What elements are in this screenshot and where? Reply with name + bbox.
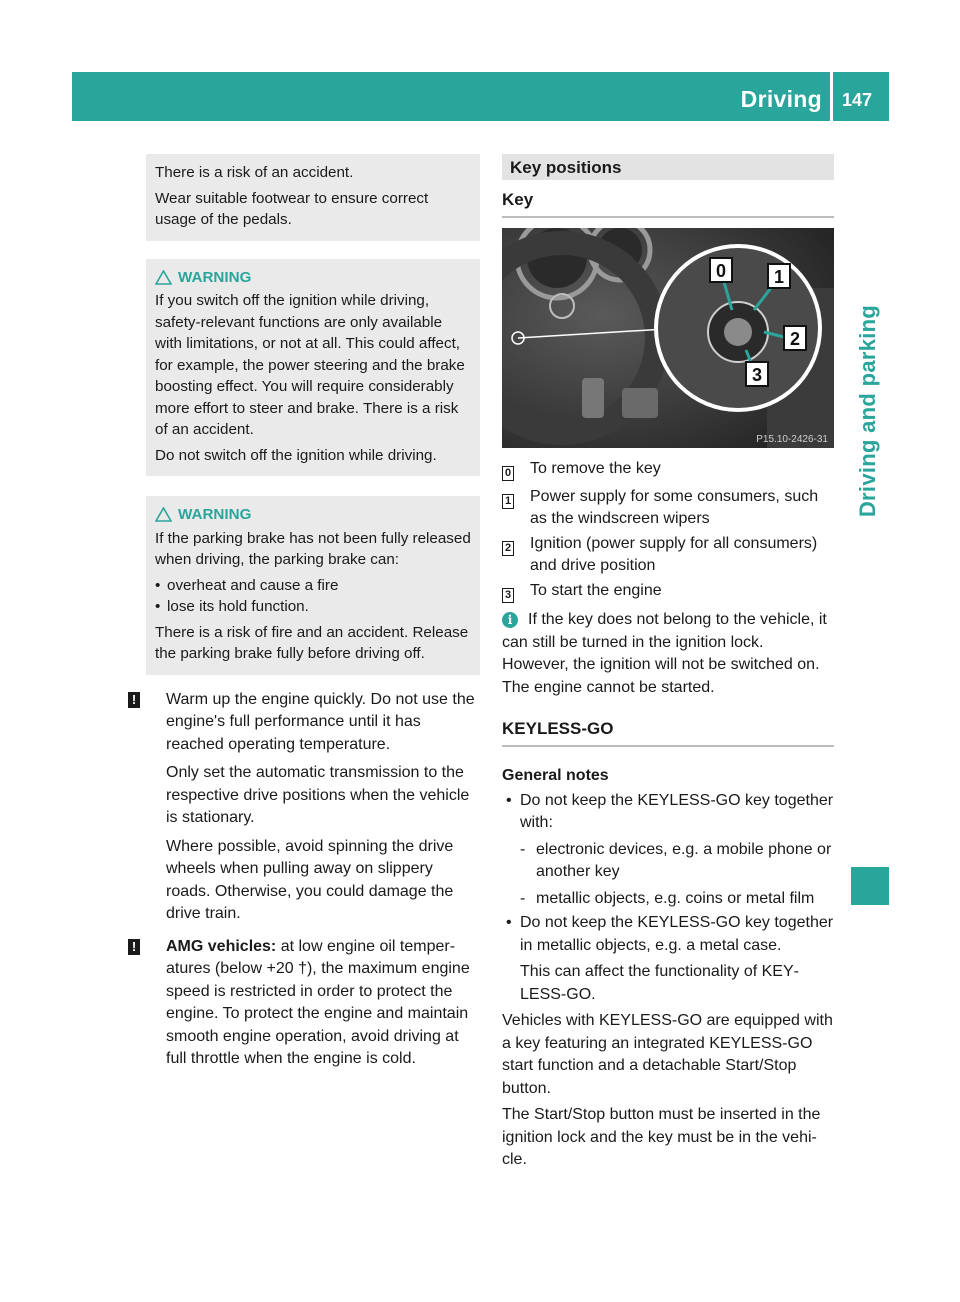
general-notes-heading: General notes bbox=[502, 767, 609, 784]
paragraph-start-stop: The Start/Stop button must be inserted in the ignition lock and the key must be in the vehicle. bbox=[502, 1106, 821, 1168]
key-position-item: 3 To start the engine bbox=[502, 580, 834, 605]
notice-list bbox=[131, 689, 480, 1071]
key-position-item: 0 To remove the key bbox=[502, 458, 834, 483]
warning-triangle-icon bbox=[155, 507, 172, 522]
position-number: 2 bbox=[502, 541, 514, 556]
section-title: Driving bbox=[740, 86, 822, 112]
position-number: 1 bbox=[502, 494, 514, 509]
header-divider bbox=[830, 72, 833, 121]
ignition-lock-illustration bbox=[502, 228, 834, 448]
key-position-item: 1 Power supply for some consumers, such as the windscreen wipers bbox=[502, 486, 834, 530]
warning-intro: If the parking brake has not been fully released when driving, the parking brake can: bbox=[155, 529, 471, 568]
keyless-go-section bbox=[502, 765, 834, 1172]
warning-text: If you switch off the ignition while driving, safety-relevant functions are only available with limitations, or not at all. This could affect, for example, the power steering and the brake boosting effect. You will require considerably more effort to steer and brake. There is a risk of an accident. bbox=[155, 292, 465, 438]
warning-heading bbox=[155, 504, 472, 526]
dash-item: - electronic devices, e.g. a mobile phone or another key bbox=[520, 840, 832, 880]
bullet-item: • overheat and cause a fire bbox=[155, 575, 472, 597]
caution-line-2: Wear suitable footwear to ensure correct usage of the pedals. bbox=[155, 189, 429, 228]
warning-action: Do not switch off the ignition while driving. bbox=[155, 446, 437, 464]
key-heading: Key bbox=[502, 180, 834, 218]
info-icon: i bbox=[502, 612, 518, 628]
bullet-icon: • bbox=[506, 914, 512, 931]
bullet-item: • Do not keep the KEYLESS-GO key together with: bbox=[502, 790, 834, 835]
warning-triangle-icon bbox=[155, 270, 172, 285]
position-label-2 bbox=[784, 326, 806, 350]
svg-text:2: 2 bbox=[789, 329, 801, 349]
bullet-icon: • bbox=[155, 598, 161, 615]
svg-text:1: 1 bbox=[773, 267, 785, 287]
page-number: 147 bbox=[842, 90, 873, 110]
exclamation-icon: ! bbox=[128, 692, 140, 708]
side-tab-label: Driving and parking bbox=[855, 304, 880, 518]
key-position-item: 2 Ignition (power supply for all consumers) and drive position bbox=[502, 533, 834, 577]
warning-title: WARNING bbox=[178, 506, 252, 523]
warning-title: WARNING bbox=[178, 268, 252, 286]
svg-text:3: 3 bbox=[751, 365, 763, 385]
info-note: i If the key does not belong to the vehicle, it can still be turned in the ignition lock. However, the ignition will not be switched on. The engine cannot be started. bbox=[502, 611, 827, 696]
warning-heading bbox=[155, 267, 472, 289]
side-tab-marker bbox=[851, 867, 889, 905]
position-label-0 bbox=[710, 258, 732, 282]
position-label-1 bbox=[768, 264, 790, 288]
caution-line-1: There is a risk of an accident. bbox=[155, 164, 354, 181]
paragraph-keyless-equipment: Vehicles with KEYLESS-GO are equipped with a key featuring an integrated KEYLESS-GO start function and a detachable Start/Stop button. bbox=[502, 1012, 833, 1097]
dashboard-image bbox=[502, 228, 834, 448]
svg-text:0: 0 bbox=[715, 261, 727, 281]
image-code: P15.10-2426-31 bbox=[756, 434, 828, 445]
left-column bbox=[131, 154, 480, 1081]
bullet-icon: • bbox=[155, 576, 161, 594]
warning-outro: There is a risk of fire and an accident. Release the parking brake fully before driving off. bbox=[155, 623, 469, 662]
bullet-item: • lose its hold function. bbox=[155, 596, 472, 618]
notice-engine-warmup: ! Warm up the engine quickly. Do not use the engine's full performance until it has reached operating temperature. Only set the automatic transmission to the respective drive positions when the vehicle is stationary. Where possible, avoid spinning the drive wheels when pulling away on slippery roads. Otherwise, you could damage the drive train. bbox=[146, 689, 480, 926]
position-label-3 bbox=[746, 362, 768, 386]
caution-box bbox=[146, 154, 480, 241]
bullet-item: • Do not keep the KEYLESS-GO key together in metallic objects, e.g. a metal case. bbox=[502, 912, 834, 957]
warning-box-ignition bbox=[146, 259, 480, 477]
notice-amg-vehicles: ! AMG vehicles: at low engine oil temperatures (below +20 †), the maximum engine speed is restricted in order to protect the engine. To protect the engine and maintain smooth engine operation, avoid driving at full throttle when the engine is cold. bbox=[146, 936, 480, 1071]
bullet-icon: • bbox=[506, 791, 512, 809]
dash-item: - metallic objects, e.g. coins or metal film bbox=[520, 889, 815, 907]
section-heading-key-positions: Key positions bbox=[502, 154, 834, 180]
key-positions-list bbox=[502, 458, 834, 605]
position-number: 0 bbox=[502, 466, 514, 481]
position-number: 3 bbox=[502, 588, 514, 603]
bullet-subtext: This can affect the functionality of KEYLESS-GO. bbox=[520, 963, 799, 1003]
keyless-go-heading: KEYLESS-GO bbox=[502, 709, 834, 747]
right-column bbox=[502, 154, 834, 1172]
exclamation-icon: ! bbox=[128, 939, 140, 955]
warning-box-parking-brake bbox=[146, 496, 480, 675]
